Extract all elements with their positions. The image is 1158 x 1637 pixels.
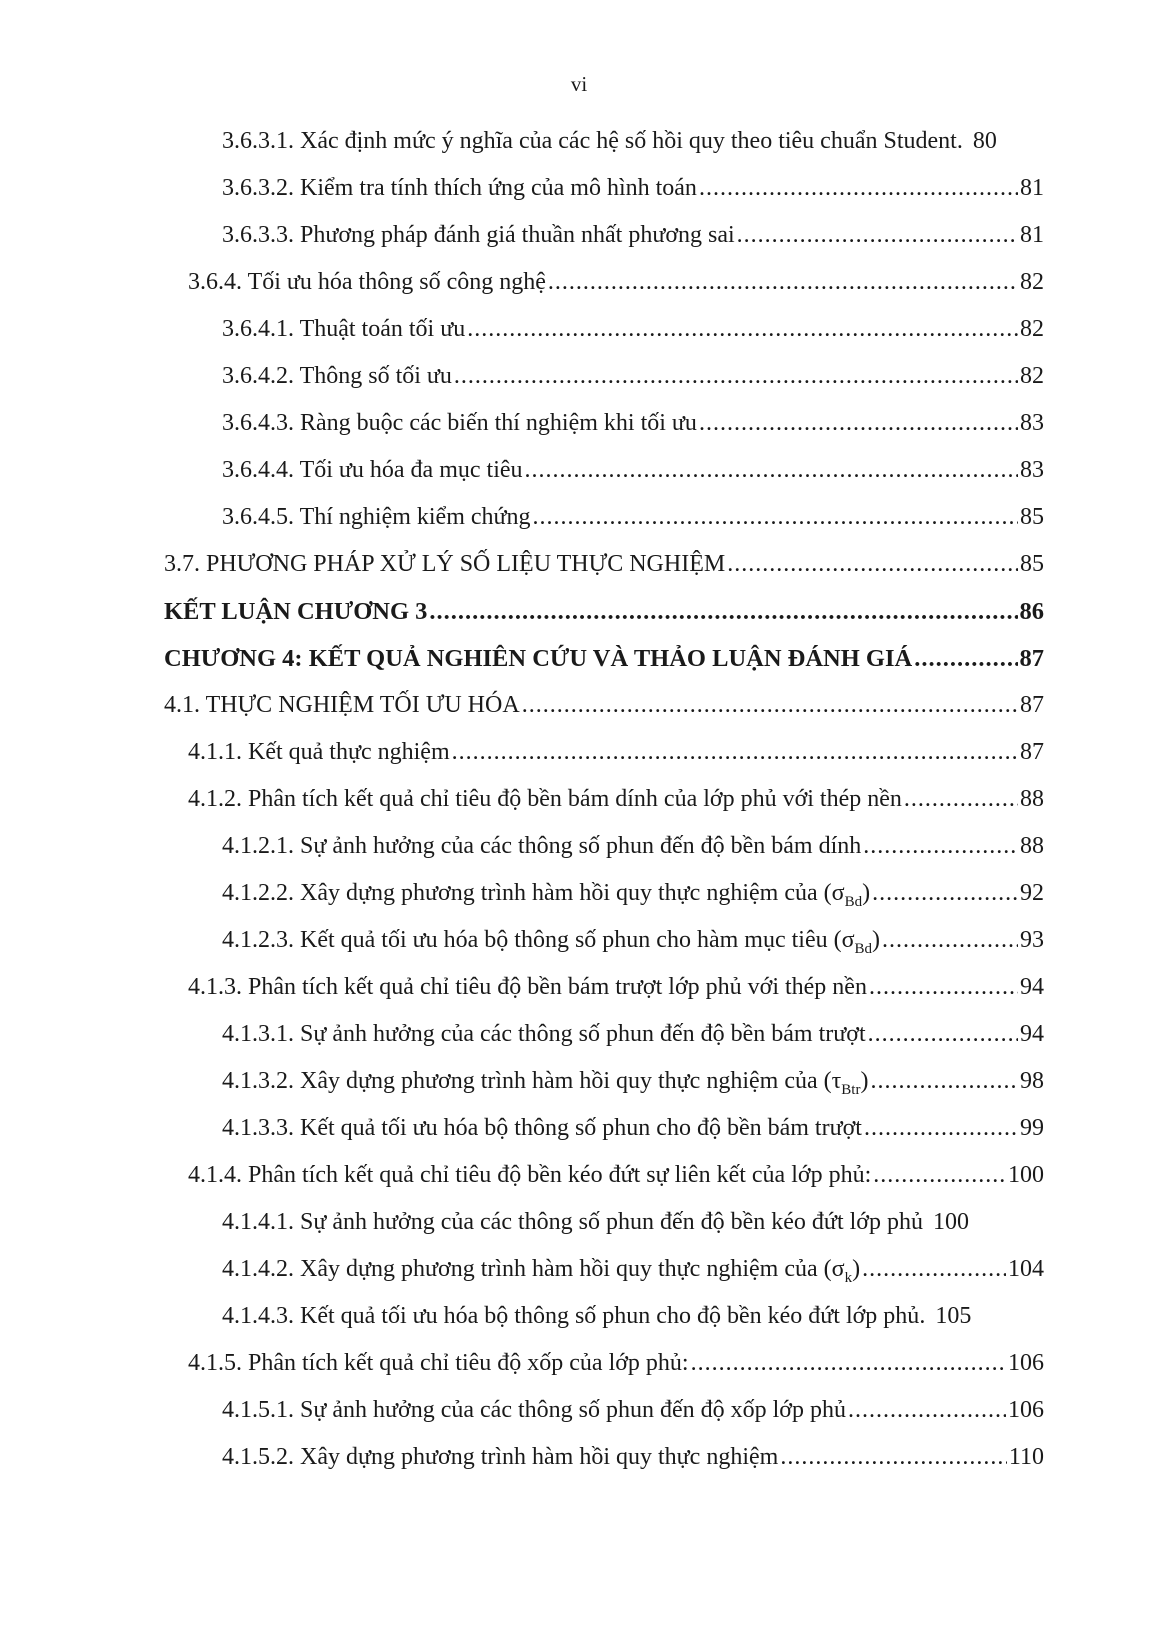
toc-page-number: 99 [1020,1115,1044,1141]
toc-page-number: 82 [1020,269,1044,295]
toc-entry[interactable] [164,1350,1044,1397]
toc-entry-subscript: k [844,1269,853,1286]
toc-page-number: 104 [1008,1256,1044,1282]
toc-page-number: 87 [1020,692,1044,718]
toc-entry-title: 3.7. PHƯƠNG PHÁP XỬ LÝ SỐ LIỆU THỰC NGHIỆM [164,551,726,577]
toc-dot-leader [914,645,1017,673]
toc-entry-title: 4.1.5.1. Sự ảnh hưởng của các thông số phun đến độ xốp lớp phủ [222,1397,846,1423]
toc-entry[interactable] [164,1115,1044,1162]
toc-page-number: 100 [932,1209,969,1235]
toc-dot-leader [869,974,1018,1001]
toc-page-number: 110 [1008,1444,1044,1470]
toc-entry[interactable] [164,1021,1044,1068]
toc-entry-title: 3.6.3.1. Xác định mức ý nghĩa của các hệ số hồi quy theo tiêu chuẩn Student. [222,128,969,154]
toc-entry-title: 4.1.4.2. Xây dựng phương trình hàm hồi quy thực nghiệm của $(\sigma_k)$ [222,1256,861,1286]
toc-entry[interactable] [164,645,1044,692]
toc-page-number: 106 [1008,1350,1044,1376]
toc-entry[interactable] [164,692,1044,739]
toc-page-number: 87 [1020,739,1044,765]
toc-page-number: 92 [1020,880,1044,906]
toc-page-number: 85 [1020,504,1044,530]
toc-entry[interactable] [164,1068,1044,1115]
toc-page-number: 98 [1020,1068,1044,1094]
toc-dot-leader [904,786,1018,813]
toc-dot-leader [870,1068,1018,1095]
toc-page-number: 88 [1020,833,1044,859]
toc-entry-subscript: Bd [854,940,873,957]
toc-dot-leader [873,1162,1006,1189]
toc-page-number: 80 [972,128,997,154]
toc-dot-leader [699,175,1018,202]
toc-dot-leader [429,598,1017,626]
toc-dot-leader [533,504,1018,531]
toc-entry-title: 4.1.4.1. Sự ảnh hưởng của các thông số phun đến độ bền kéo đứt lớp phủ [222,1209,923,1235]
toc-page-number: 82 [1020,316,1044,342]
toc-entry-title: 4.1.4.3. Kết quả tối ưu hóa bộ thông số phun cho độ bền kéo đứt lớp phủ. [222,1303,932,1329]
toc-entry-title: 4.1.3.1. Sự ảnh hưởng của các thông số phun đến độ bền bám trượt [222,1021,866,1047]
toc-page-number: 82 [1020,363,1044,389]
toc-entry[interactable] [164,1162,1044,1209]
toc-dot-leader [862,1256,1006,1283]
toc-dot-leader [863,833,1018,860]
toc-entry-title: 4.1.3.2. Xây dựng phương trình hàm hồi quy thực nghiệm của $(\tau_{Btr})$ [222,1068,869,1098]
toc-entry[interactable] [164,410,1044,457]
toc-entry-title: 4.1.2.1. Sự ảnh hưởng của các thông số phun đến độ bền bám dính [222,833,862,859]
toc-dot-leader [699,410,1018,437]
toc-entry[interactable] [164,880,1044,927]
toc-page-number: 93 [1020,927,1044,953]
toc-page-number: 106 [1008,1397,1044,1423]
toc-entry-title: 4.1.2.2. Xây dựng phương trình hàm hồi quy thực nghiệm của $(\sigma_{Bd})$ [222,880,871,910]
toc-entry[interactable] [164,1303,1044,1350]
toc-page-number: 85 [1020,551,1044,577]
toc-entry-title: CHƯƠNG 4: KẾT QUẢ NGHIÊN CỨU VÀ THẢO LUẬN ĐÁNH GIÁ [164,645,913,672]
toc-entry[interactable] [164,363,1044,410]
toc-entry-title: 3.6.3.2. Kiểm tra tính thích ứng của mô hình toán [222,175,697,201]
toc-entry[interactable] [164,833,1044,880]
toc-entry-title: 4.1.2. Phân tích kết quả chỉ tiêu độ bền bám dính của lớp phủ với thép nền [188,786,902,812]
toc-page-number: 94 [1020,1021,1044,1047]
toc-dot-leader [872,880,1018,907]
toc-page-number: 81 [1020,175,1044,201]
toc-entry[interactable] [164,1397,1044,1444]
toc-entry-title: 3.6.4.2. Thông số tối ưu [222,363,452,389]
toc-entry[interactable] [164,457,1044,504]
toc-entry-title: 3.6.4.3. Ràng buộc các biến thí nghiệm khi tối ưu [222,410,697,436]
toc-page-number: 83 [1020,410,1044,436]
toc-dot-leader [467,316,1018,343]
toc-entry[interactable] [164,1444,1044,1491]
toc-entry-title: 4.1.5.2. Xây dựng phương trình hàm hồi quy thực nghiệm [222,1444,779,1470]
toc-entry[interactable] [164,974,1044,1021]
toc-entry-title: 4.1.2.3. Kết quả tối ưu hóa bộ thông số phun cho hàm mục tiêu $(\sigma_{Bd})$ [222,927,881,957]
page-number: vi [570,72,588,96]
toc-page-number: 105 [935,1303,972,1329]
toc-dot-leader [452,739,1018,766]
toc-page-number: 86 [1019,598,1044,625]
toc-entry-title: 4.1.4. Phân tích kết quả chỉ tiêu độ bền kéo đứt sự liên kết của lớp phủ: [188,1162,872,1188]
toc-entry-title: 4.1.3. Phân tích kết quả chỉ tiêu độ bền bám trượt lớp phủ với thép nền [188,974,867,1000]
toc-entry[interactable] [164,927,1044,974]
toc-entry-title: KẾT LUẬN CHƯƠNG 3 [164,598,428,625]
toc-entry-title: 3.6.4.4. Tối ưu hóa đa mục tiêu [222,457,523,483]
toc-dot-leader [882,927,1018,954]
toc-page-number: 81 [1020,222,1044,248]
toc-dot-leader [737,222,1018,249]
toc-dot-leader [868,1021,1018,1048]
toc-page-number: 88 [1020,786,1044,812]
toc-dot-leader [848,1397,1006,1424]
toc-entry-title: 4.1.3.3. Kết quả tối ưu hóa bộ thông số phun cho độ bền bám trượt [222,1115,862,1141]
toc-page-number: 83 [1020,457,1044,483]
toc-entry-title: 4.1.5. Phân tích kết quả chỉ tiêu độ xốp của lớp phủ: [188,1350,689,1376]
toc-page-number: 94 [1020,974,1044,1000]
toc-dot-leader [864,1115,1018,1142]
toc-dot-leader [525,457,1018,484]
toc-entry-title: 4.1.1. Kết quả thực nghiệm [188,739,450,765]
toc-entry-title: 4.1. THỰC NGHIỆM TỐI ƯU HÓA [164,692,520,718]
toc-entry-title: 3.6.4.5. Thí nghiệm kiểm chứng [222,504,531,530]
toc-entry[interactable] [164,222,1044,269]
toc-entry-title: 3.6.4. Tối ưu hóa thông số công nghệ [188,269,546,295]
toc-entry-title: 3.6.4.1. Thuật toán tối ưu [222,316,466,342]
table-of-contents [164,128,1044,1491]
toc-entry[interactable] [164,128,1044,175]
toc-entry[interactable] [164,269,1044,316]
toc-dot-leader [780,1444,1007,1471]
toc-dot-leader [691,1350,1006,1377]
toc-entry[interactable] [164,1256,1044,1303]
toc-entry[interactable] [164,739,1044,786]
toc-entry[interactable] [164,316,1044,363]
toc-page-number: 87 [1019,645,1044,672]
toc-entry[interactable] [164,1209,1044,1256]
toc-entry-subscript: Bd [844,893,863,910]
toc-dot-leader [522,692,1018,719]
toc-dot-leader [548,269,1018,296]
toc-entry[interactable] [164,786,1044,833]
toc-entry-subscript: Btr [841,1081,861,1098]
toc-page-number: 100 [1008,1162,1044,1188]
toc-dot-leader [454,363,1018,390]
toc-dot-leader [727,551,1018,578]
toc-entry[interactable] [164,175,1044,222]
toc-entry-title: 3.6.3.3. Phương pháp đánh giá thuần nhất phương sai [222,222,735,248]
toc-entry[interactable] [164,504,1044,551]
toc-entry[interactable] [164,551,1044,598]
toc-entry[interactable] [164,598,1044,645]
